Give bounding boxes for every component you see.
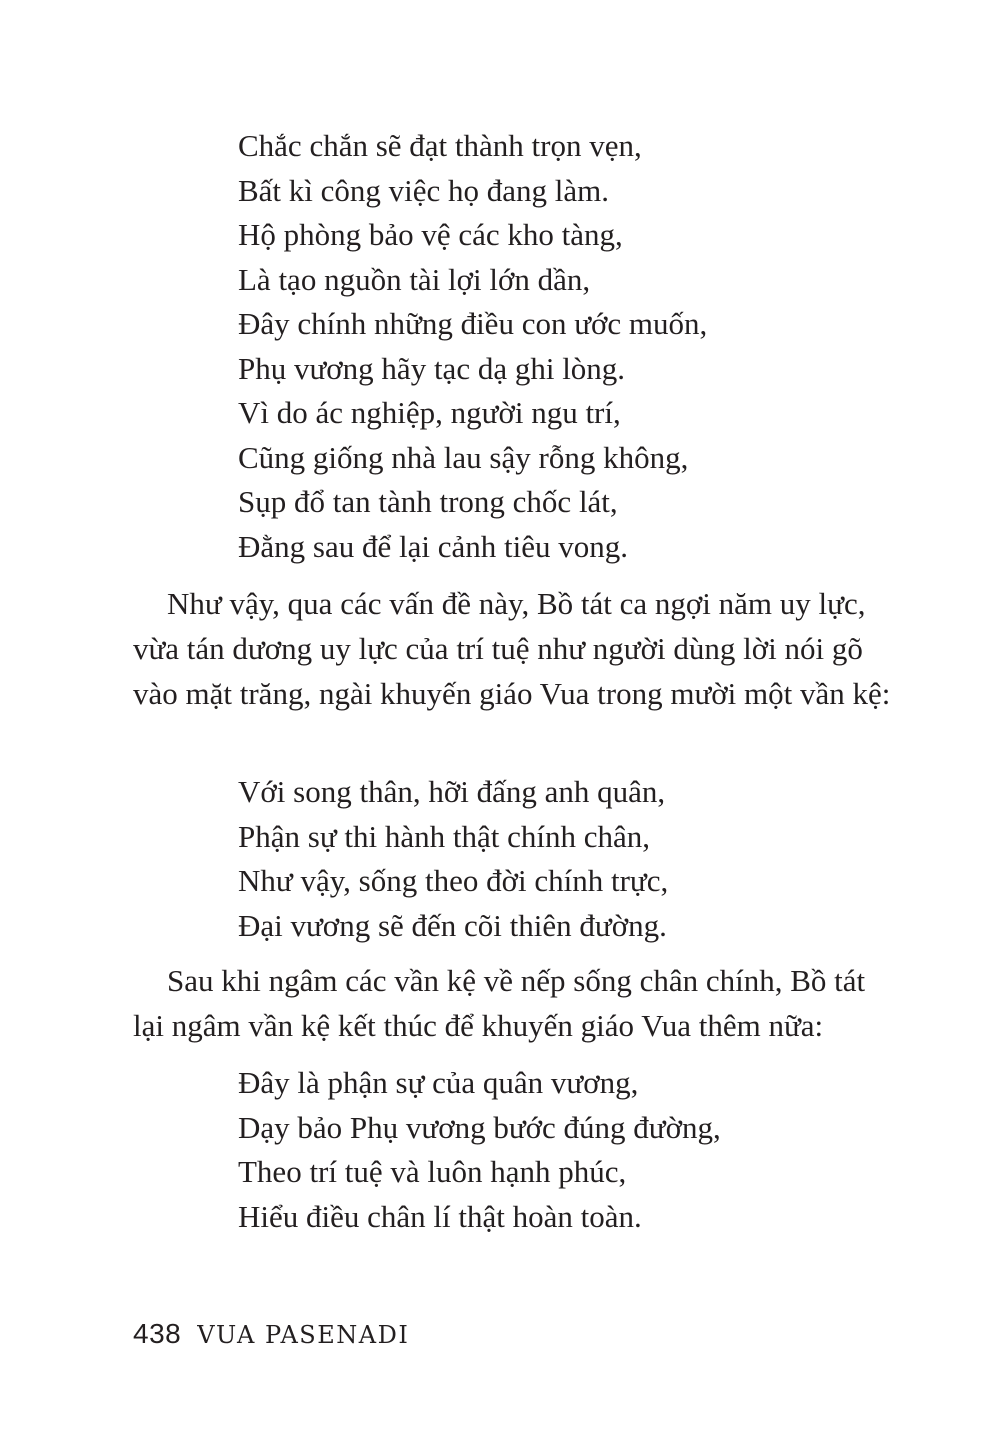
verse-line: Phận sự thi hành thật chính chân,	[238, 818, 650, 854]
verse-line: Cũng giống nhà lau sậy rỗng không,	[238, 439, 689, 475]
verse-line: Đại vương sẽ đến cõi thiên đường.	[238, 907, 667, 943]
verse-line: Sụp đổ tan tành trong chốc lát,	[238, 484, 618, 519]
verse-stanza-2	[238, 770, 668, 948]
verse-line: Theo trí tuệ và luôn hạnh phúc,	[238, 1154, 627, 1189]
verse-line: Đây chính những điều con ước muốn,	[238, 306, 708, 341]
verse-line: Là tạo nguồn tài lợi lớn dần,	[238, 261, 591, 297]
verse-line: Dạy bảo Phụ vương bước đúng đường,	[238, 1109, 721, 1145]
verse-line: Phụ vương hãy tạc dạ ghi lòng.	[238, 350, 626, 386]
verse-line: Vì do ác nghiệp, người ngu trí,	[238, 395, 621, 430]
verse-line: Đây là phận sự của quân vương,	[238, 1065, 639, 1100]
page-number: 438	[133, 1318, 182, 1349]
verse-line: Như vậy, sống theo đời chính trực,	[238, 863, 669, 898]
verse-line: Với song thân, hỡi đấng anh quân,	[238, 774, 666, 809]
verse-line: Chắc chắn sẽ đạt thành trọn vẹn,	[238, 128, 642, 163]
prose-paragraph-1: Như vậy, qua các vấn đề này, Bồ tát ca ngợi năm uy lực, vừa tán dương uy lực của trí tuệ như người dùng lời nói gõ vào mặt trăng, ngài khuyến giáo Vua trong mười một vần kệ:	[133, 586, 891, 711]
verse-line: Hiểu điều chân lí thật hoàn toàn.	[238, 1198, 642, 1234]
verse-line: Bất kì công việc họ đang làm.	[238, 172, 610, 208]
verse-line: Hộ phòng bảo vệ các kho tàng,	[238, 217, 623, 252]
page-footer	[133, 1318, 409, 1368]
prose-paragraph-2: Sau khi ngâm các vần kệ về nếp sống chân chính, Bồ tát lại ngâm vần kệ kết thúc để khuyến giáo Vua thêm nữa:	[133, 963, 866, 1043]
verse-stanza-1	[238, 124, 707, 569]
running-book-title: VUA PASENADI	[197, 1321, 410, 1349]
verse-line: Đằng sau để lại cảnh tiêu vong.	[238, 528, 628, 564]
verse-stanza-3	[238, 1061, 721, 1239]
